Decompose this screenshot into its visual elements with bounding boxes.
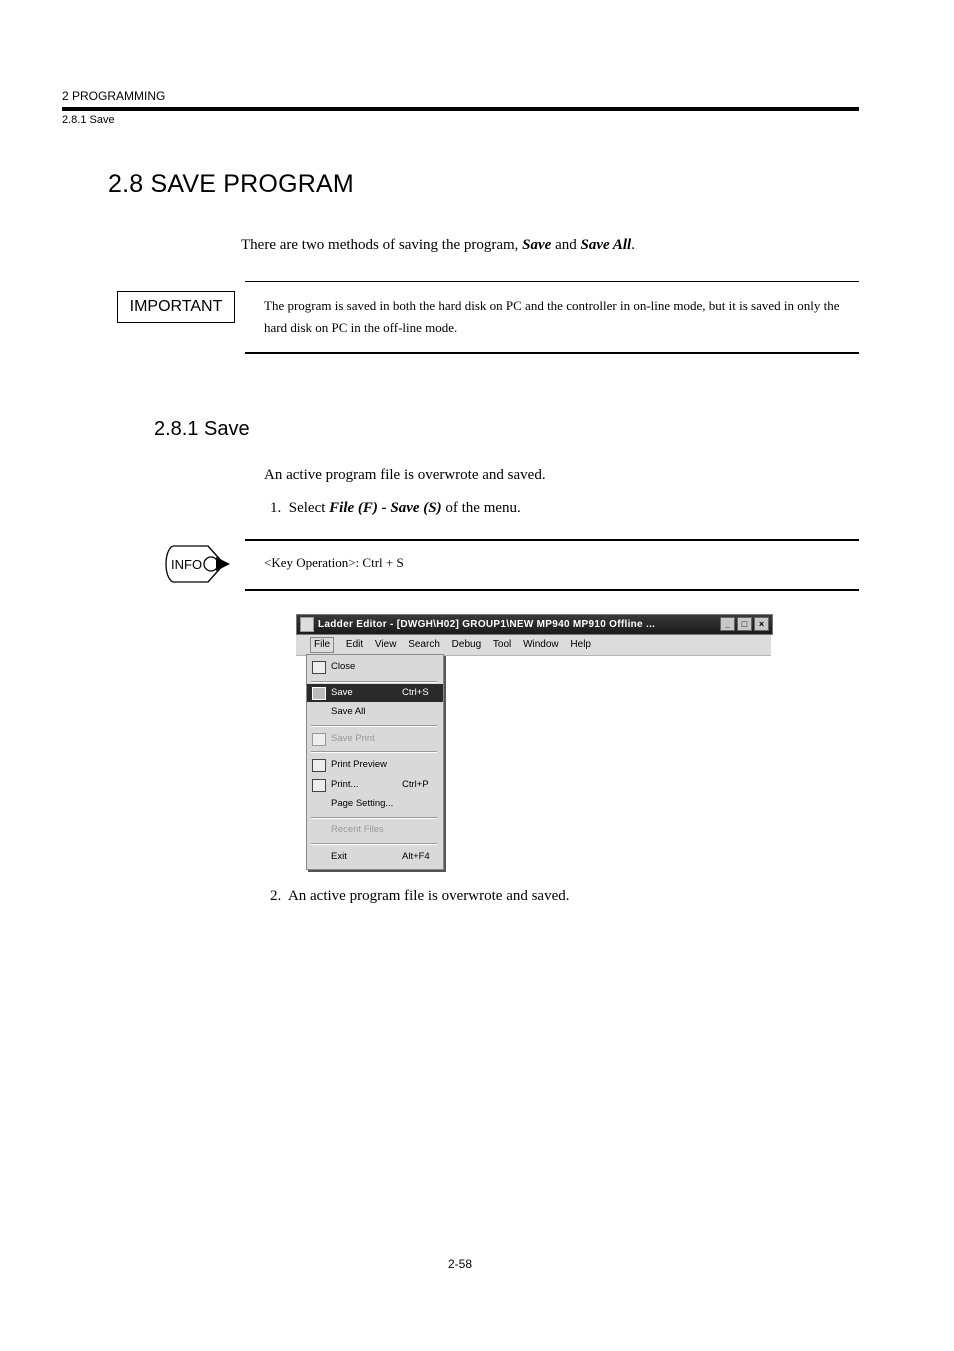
menu-edit[interactable]: Edit	[345, 639, 364, 650]
intro-text-middle: and	[551, 237, 581, 253]
menu-item-shortcut: Ctrl+S	[402, 687, 429, 698]
intro-text-after: .	[631, 237, 635, 253]
important-top-rule	[245, 281, 859, 282]
intro-paragraph	[241, 237, 635, 254]
save-print-icon	[312, 733, 326, 746]
close-button[interactable]: ×	[754, 617, 769, 631]
menu-item-print-preview[interactable]	[307, 756, 443, 774]
menu-bar	[296, 635, 771, 656]
window-title-bar	[296, 614, 773, 635]
menu-item-close[interactable]	[307, 658, 443, 676]
menu-item-label: Save Print	[331, 733, 375, 744]
menu-item-exit[interactable]	[307, 848, 443, 866]
menu-item-label: Close	[331, 661, 356, 672]
file-dropdown-menu	[306, 654, 444, 870]
minimize-button[interactable]: _	[720, 617, 735, 631]
menu-item-label: Exit	[331, 851, 347, 862]
info-text: <Key Operation>: Ctrl + S	[264, 555, 404, 570]
menu-separator	[311, 751, 437, 753]
app-icon	[300, 617, 314, 632]
intro-term-save-all: Save All	[580, 237, 632, 253]
menu-item-label: Print Preview	[331, 759, 387, 770]
step-1-command: File (F) - Save (S)	[329, 500, 442, 516]
menu-item-label: Save All	[331, 706, 366, 717]
section-title: 2.8 SAVE PROGRAM	[108, 170, 354, 198]
menu-item-save-all[interactable]	[307, 703, 443, 721]
menu-file[interactable]: File	[310, 637, 334, 653]
menu-debug[interactable]: Debug	[451, 639, 482, 650]
menu-separator	[311, 681, 437, 683]
menu-item-label: Print...	[331, 779, 359, 790]
menu-item-label: Save	[331, 687, 353, 698]
maximize-button[interactable]: □	[737, 617, 752, 631]
important-text: The program is saved in both the hard disk on PC and the controller in on-line mode, but it is saved in only the hard disk on PC in the off-line mode.	[264, 298, 840, 335]
page-number: 2-58	[448, 1257, 473, 1271]
menu-item-recent-files	[307, 821, 443, 839]
header-rule	[62, 107, 859, 111]
intro-text-before: There are two methods of saving the program,	[241, 237, 523, 253]
menu-view[interactable]: View	[374, 639, 397, 650]
floppy-disk-icon	[312, 687, 326, 700]
menu-item-shortcut: Ctrl+P	[402, 779, 429, 790]
menu-item-save-print	[307, 730, 443, 748]
subsection-title: 2.8.1 Save	[154, 418, 250, 440]
menu-item-shortcut: Alt+F4	[402, 851, 430, 862]
step-2-text: An active program file is overwrote and saved.	[287, 888, 570, 904]
step-1-text-after: of the menu.	[441, 500, 521, 516]
info-top-rule	[245, 539, 859, 541]
printer-icon	[312, 779, 326, 792]
step-2-number: 2.	[270, 888, 282, 904]
important-label: IMPORTANT	[117, 291, 235, 323]
window-controls	[720, 617, 769, 631]
menu-separator	[311, 725, 437, 727]
step-1-number: 1.	[270, 500, 282, 516]
info-bottom-rule	[245, 589, 859, 591]
description-paragraph: An active program file is overwrote and saved.	[264, 467, 546, 483]
menu-item-label: Page Setting...	[331, 798, 394, 809]
menu-item-page-setting[interactable]	[307, 795, 443, 813]
info-label: INFO	[171, 557, 203, 572]
menu-item-label: Recent Files	[331, 824, 384, 835]
menu-separator	[311, 817, 437, 819]
print-preview-icon	[312, 759, 326, 772]
folder-close-icon	[312, 661, 326, 674]
menu-help[interactable]: Help	[570, 639, 591, 650]
menu-window[interactable]: Window	[523, 639, 559, 650]
menu-tool[interactable]: Tool	[492, 639, 512, 650]
window-title: Ladder Editor - [DWGH\H02] GROUP1\NEW MP940 MP910 Offline ...	[318, 619, 656, 630]
menu-search[interactable]: Search	[408, 639, 440, 650]
important-bottom-rule	[245, 352, 859, 354]
menu-item-print[interactable]	[307, 776, 443, 794]
menu-item-save[interactable]	[307, 684, 443, 702]
step-2	[270, 888, 570, 905]
step-1-text-before: Select	[288, 500, 330, 516]
step-1	[270, 500, 521, 517]
header-chapter: 2 PROGRAMMING	[62, 89, 166, 103]
info-pencil-icon	[164, 544, 232, 584]
intro-term-save: Save	[522, 237, 552, 253]
menu-separator	[311, 843, 437, 845]
header-section: 2.8.1 Save	[62, 114, 115, 126]
